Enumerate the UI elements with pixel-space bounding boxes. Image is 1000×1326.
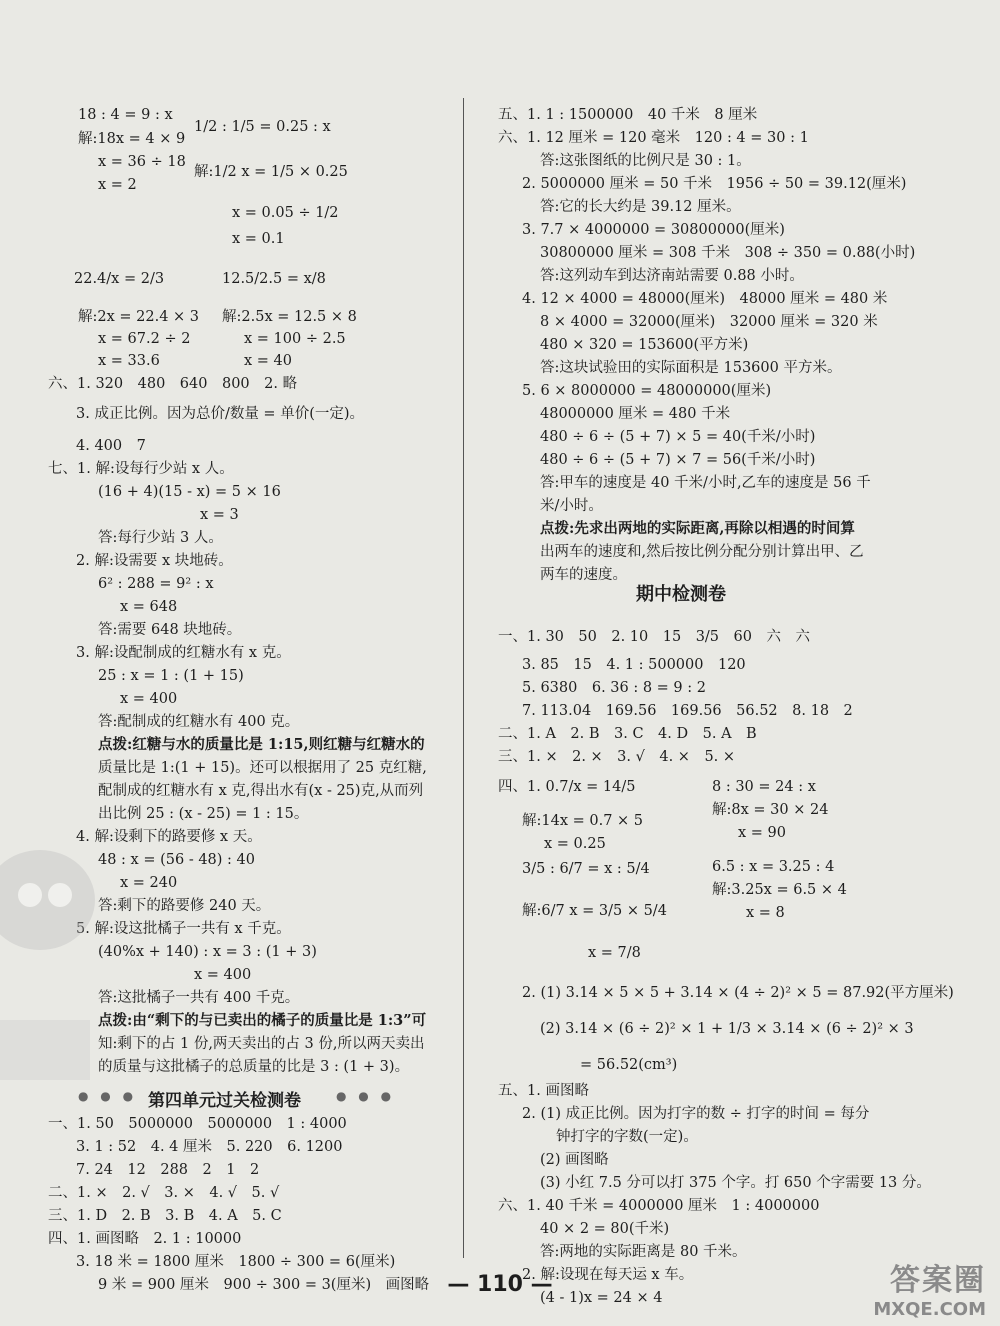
answer-line: 1/2 : 1/5 = 0.25 : x bbox=[194, 119, 331, 135]
answer-line: 答:每行少站 3 人。 bbox=[98, 530, 223, 546]
midterm-heading: 期中检测卷 bbox=[636, 584, 726, 605]
answer-line: 3. 18 米 = 1800 厘米 1800 ÷ 300 = 6(厘米) bbox=[76, 1254, 396, 1270]
answer-line: x = 3 bbox=[200, 507, 239, 523]
answer-line: 4. 400 7 bbox=[76, 438, 146, 454]
answer-line: 25 : x = 1 : (1 + 15) bbox=[98, 668, 244, 684]
answer-line: 48000000 厘米 = 480 千米 bbox=[540, 406, 731, 422]
page-number: — 110 — bbox=[447, 1272, 553, 1297]
answer-line: 3. 解:设配制成的红糖水有 x 克。 bbox=[76, 645, 291, 661]
answer-line: 2. 解:设现在每天运 x 车。 bbox=[522, 1267, 694, 1283]
answer-line: 六、1. 40 千米 = 4000000 厘米 1 : 4000000 bbox=[498, 1198, 820, 1214]
decor-dots-right: ● ● ● bbox=[336, 1089, 396, 1103]
watermark-line1: 答案圈 bbox=[890, 1263, 986, 1298]
answer-line: 3/5 : 6/7 = x : 5/4 bbox=[522, 861, 650, 877]
watermark-logo bbox=[873, 1255, 986, 1320]
answer-line: 2. 解:设需要 x 块地砖。 bbox=[76, 553, 233, 569]
answer-line: 三、1. D 2. B 3. B 4. A 5. C bbox=[48, 1208, 282, 1224]
answer-line: x = 0.05 ÷ 1/2 bbox=[232, 205, 339, 221]
answer-line: (40%x + 140) : x = 3 : (1 + 3) bbox=[98, 944, 317, 960]
answer-line: 答:这张图纸的比例尺是 30 : 1。 bbox=[540, 153, 751, 169]
answer-line: 4. 12 × 4000 = 48000(厘米) 48000 厘米 = 480 米 bbox=[522, 291, 888, 307]
answer-line: 米/小时。 bbox=[540, 498, 603, 514]
answer-line: 质量比是 1:(1 + 15)。还可以根据用了 25 克红糖, bbox=[98, 760, 427, 776]
answer-line: (4 - 1)x = 24 × 4 bbox=[540, 1290, 663, 1306]
answer-line: x = 67.2 ÷ 2 bbox=[98, 331, 191, 347]
answer-line: (2) 画图略 bbox=[540, 1152, 609, 1168]
answer-line: 480 × 320 = 153600(平方米) bbox=[540, 337, 749, 353]
answer-line: 解:8x = 30 × 24 bbox=[712, 802, 829, 818]
answer-line: 知:剩下的占 1 份,两天卖出的占 3 份,所以两天卖出 bbox=[98, 1036, 425, 1052]
answer-line: 6² : 288 = 9² : x bbox=[98, 576, 214, 592]
answer-line: 40 × 2 = 80(千米) bbox=[540, 1221, 670, 1237]
answer-line: 2. (1) 成正比例。因为打字的数 ÷ 打字的时间 = 每分 bbox=[522, 1106, 870, 1122]
decor-dots-left: ● ● ● bbox=[78, 1089, 138, 1103]
answer-line: x = 400 bbox=[120, 691, 178, 707]
answer-line: 答:甲车的速度是 40 千米/小时,乙车的速度是 56 千 bbox=[540, 475, 871, 491]
answer-line: 6.5 : x = 3.25 : 4 bbox=[712, 859, 835, 875]
answer-line: x = 0.25 bbox=[544, 836, 606, 852]
answer-line: 五、1. 画图略 bbox=[498, 1083, 589, 1099]
answer-line: x = 36 ÷ 18 bbox=[98, 154, 186, 170]
answer-line: x = 240 bbox=[120, 875, 178, 891]
answer-line: 3. 成正比例。因为总价/数量 = 单价(一定)。 bbox=[76, 406, 365, 422]
answer-line: 5. 6 × 8000000 = 48000000(厘米) bbox=[522, 383, 772, 399]
answer-line: 钟打字的字数(一定)。 bbox=[556, 1129, 698, 1145]
answer-line: 出比例 25 : (x - 25) = 1 : 15。 bbox=[98, 806, 309, 822]
answer-line: = 56.52(cm³) bbox=[580, 1057, 678, 1073]
answer-line: 答:两地的实际距离是 80 千米。 bbox=[540, 1244, 747, 1260]
answer-line: x = 40 bbox=[244, 353, 292, 369]
answer-line: x = 7/8 bbox=[588, 945, 641, 961]
answer-line: 5. 解:设这批橘子一共有 x 千克。 bbox=[76, 921, 291, 937]
answer-line: 18 : 4 = 9 : x bbox=[78, 107, 173, 123]
answer-line: 两车的速度。 bbox=[540, 567, 627, 583]
answer-line: x = 33.6 bbox=[98, 353, 160, 369]
answer-line: 8 : 30 = 24 : x bbox=[712, 779, 816, 795]
answer-line: x = 2 bbox=[98, 177, 137, 193]
answer-line: 一、1. 50 5000000 5000000 1 : 4000 bbox=[48, 1116, 347, 1132]
answer-line: 2. (1) 3.14 × 5 × 5 + 3.14 × (4 ÷ 2)² × 5 = 87.92(平方厘米) bbox=[522, 985, 954, 1001]
answer-line: 答:它的长大约是 39.12 厘米。 bbox=[540, 199, 741, 215]
answer-line: 答:配制成的红糖水有 400 克。 bbox=[98, 714, 300, 730]
answer-line: 答:这批橘子一共有 400 千克。 bbox=[98, 990, 300, 1006]
answer-line: 二、1. A 2. B 3. C 4. D 5. A B bbox=[498, 726, 757, 742]
answer-line: (16 + 4)(15 - x) = 5 × 16 bbox=[98, 484, 281, 500]
answer-line: 四、1. 0.7/x = 14/5 bbox=[498, 779, 636, 795]
answer-line: 六、1. 12 厘米 = 120 毫米 120 : 4 = 30 : 1 bbox=[498, 130, 809, 146]
answer-line: 解:2x = 22.4 × 3 bbox=[78, 309, 200, 325]
watermark-line2: MXQE.COM bbox=[873, 1299, 986, 1320]
answer-line: 7. 113.04 169.56 169.56 56.52 8. 18 2 bbox=[522, 703, 853, 719]
answer-line: 3. 85 15 4. 1 : 500000 120 bbox=[522, 657, 746, 673]
answer-line: 5. 6380 6. 36 : 8 = 9 : 2 bbox=[522, 680, 706, 696]
answer-line: 点拨:先求出两地的实际距离,再除以相遇的时间算 bbox=[540, 520, 855, 537]
answer-line: 一、1. 30 50 2. 10 15 3/5 60 六 六 bbox=[498, 629, 810, 645]
answer-line: 四、1. 画图略 2. 1 : 10000 bbox=[48, 1231, 242, 1247]
answer-line: 二、1. × 2. √ 3. × 4. √ 5. √ bbox=[48, 1185, 280, 1201]
answer-line: 480 ÷ 6 ÷ (5 + 7) × 5 = 40(千米/小时) bbox=[540, 429, 816, 445]
answer-line: 配制成的红糖水有 x 克,得出水有(x - 25)克,从而列 bbox=[98, 783, 424, 799]
answer-line: (3) 小红 7.5 分可以打 375 个字。打 650 个字需要 13 分。 bbox=[540, 1175, 931, 1191]
answer-line: x = 90 bbox=[738, 825, 786, 841]
answer-line: 3. 7.7 × 4000000 = 30800000(厘米) bbox=[522, 222, 785, 238]
column-divider bbox=[463, 98, 464, 1258]
answer-line: x = 100 ÷ 2.5 bbox=[244, 331, 346, 347]
answer-line: 12.5/2.5 = x/8 bbox=[222, 271, 326, 287]
answer-line: 点拨:红糖与水的质量比是 1:15,则红糖与红糖水的 bbox=[98, 736, 425, 753]
answer-line: 的质量与这批橘子的总质量的比是 3 : (1 + 3)。 bbox=[98, 1059, 410, 1075]
answer-line: 2. 5000000 厘米 = 50 千米 1956 ÷ 50 = 39.12(厘米) bbox=[522, 176, 907, 192]
answer-line: x = 0.1 bbox=[232, 231, 285, 247]
answer-line: x = 8 bbox=[746, 905, 785, 921]
answer-line: x = 648 bbox=[120, 599, 178, 615]
answer-line: 解:6/7 x = 3/5 × 5/4 bbox=[522, 903, 667, 919]
answer-line: 三、1. × 2. × 3. √ 4. × 5. × bbox=[498, 749, 736, 765]
answer-line: 30800000 厘米 = 308 千米 308 ÷ 350 = 0.88(小时) bbox=[540, 245, 916, 261]
answer-line: 解:1/2 x = 1/5 × 0.25 bbox=[194, 164, 348, 180]
answer-line: 8 × 4000 = 32000(厘米) 32000 厘米 = 320 米 bbox=[540, 314, 878, 330]
answer-line: 解:3.25x = 6.5 × 4 bbox=[712, 882, 847, 898]
answer-line: (2) 3.14 × (6 ÷ 2)² × 1 + 1/3 × 3.14 × (6 ÷ 2)² × 3 bbox=[540, 1021, 914, 1037]
answer-line: 22.4/x = 2/3 bbox=[74, 271, 165, 287]
answer-line: 解:2.5x = 12.5 × 8 bbox=[222, 309, 357, 325]
answer-line: 48 : x = (56 - 48) : 40 bbox=[98, 852, 255, 868]
answer-line: 七、1. 解:设每行少站 x 人。 bbox=[48, 461, 234, 477]
answer-line: 7. 24 12 288 2 1 2 bbox=[76, 1162, 260, 1178]
answer-line: 答:需要 648 块地砖。 bbox=[98, 622, 242, 638]
answer-line: 解:18x = 4 × 9 bbox=[78, 131, 186, 147]
answer-line: 9 米 = 900 厘米 900 ÷ 300 = 3(厘米) 画图略 bbox=[98, 1277, 430, 1293]
answer-line: 480 ÷ 6 ÷ (5 + 7) × 7 = 56(千米/小时) bbox=[540, 452, 816, 468]
answer-line: 4. 解:设剩下的路要修 x 天。 bbox=[76, 829, 262, 845]
answer-line: 五、1. 1 : 1500000 40 千米 8 厘米 bbox=[498, 107, 758, 123]
answer-line: 答:剩下的路要修 240 天。 bbox=[98, 898, 271, 914]
answer-line: 3. 1 : 52 4. 4 厘米 5. 220 6. 1200 bbox=[76, 1139, 343, 1155]
answer-line: 点拨:由“剩下的与已卖出的橘子的质量比是 1:3”可 bbox=[98, 1012, 427, 1029]
answer-line: 解:14x = 0.7 × 5 bbox=[522, 813, 644, 829]
mascot-illustration bbox=[0, 840, 110, 1130]
answer-line: x = 400 bbox=[194, 967, 252, 983]
answer-line: 六、1. 320 480 640 800 2. 略 bbox=[48, 376, 298, 392]
answer-line: 出两车的速度和,然后按比例分配分别计算出甲、乙 bbox=[540, 544, 864, 560]
answer-line: 答:这列动车到达济南站需要 0.88 小时。 bbox=[540, 268, 804, 284]
unit4-heading: 第四单元过关检测卷 bbox=[148, 1091, 301, 1111]
answer-line: 答:这块试验田的实际面积是 153600 平方米。 bbox=[540, 360, 842, 376]
